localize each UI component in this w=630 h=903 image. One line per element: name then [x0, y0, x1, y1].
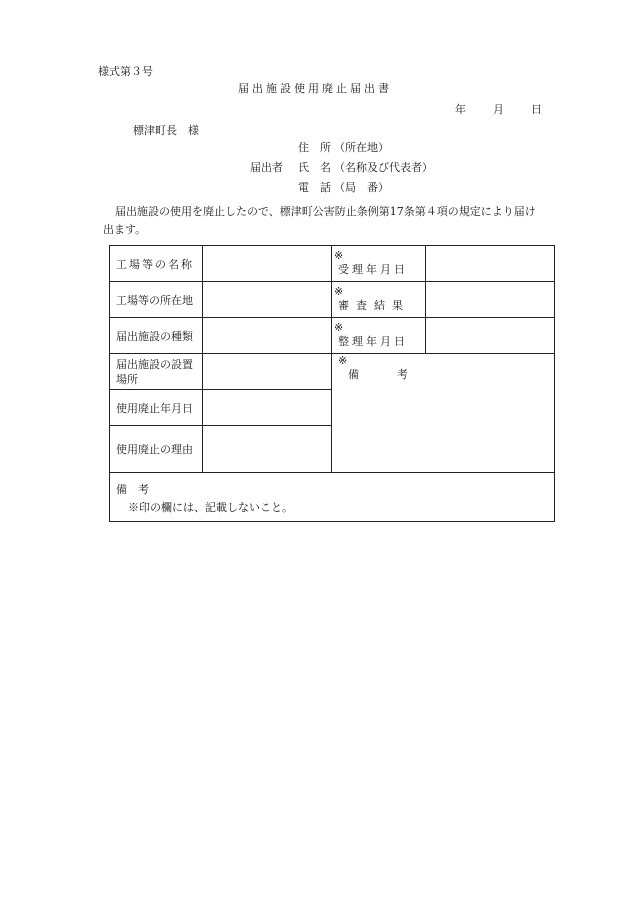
- remarks-note: ※印の欄には、記載しないこと。: [128, 501, 293, 514]
- body-line-2: 出ます。: [103, 223, 147, 236]
- date-line: [455, 103, 542, 117]
- factory-location-field[interactable]: [203, 282, 332, 318]
- table-row: [110, 282, 555, 318]
- facility-type-field[interactable]: [203, 318, 332, 354]
- process-date-field: [426, 318, 555, 354]
- reserved-mark: ※: [334, 320, 344, 334]
- review-result-field: [426, 282, 555, 318]
- applicant-address-note: （所在地）: [334, 141, 389, 154]
- receipt-date-label: ※ 受理年月日: [332, 246, 426, 282]
- applicant-phone-label: 電 話: [298, 181, 331, 194]
- table-row: [110, 318, 555, 354]
- table-row: [110, 354, 555, 390]
- reserved-mark: ※: [338, 354, 348, 367]
- applicant-name-label: 氏 名: [298, 161, 331, 174]
- remarks-label: 備 考: [116, 483, 149, 496]
- table-row: [110, 473, 555, 522]
- review-result-label: ※ 審査結果: [332, 282, 426, 318]
- factory-name-field[interactable]: [203, 246, 332, 282]
- stop-date-label: 使用廃止年月日: [110, 390, 203, 426]
- facility-type-label: 届出施設の種類: [110, 318, 203, 354]
- date-day-label: 日: [531, 103, 542, 116]
- body-line-1: 届出施設の使用を廃止したので、標津町公害防止条例第17条第４項の規定により届け: [115, 205, 536, 218]
- addressee: 標津町長 様: [133, 124, 199, 137]
- form-number: 様式第３号: [98, 65, 153, 78]
- form-table: [109, 245, 555, 522]
- factory-location-label: 工場等の所在地: [110, 282, 203, 318]
- reserved-remarks-label: 備考: [348, 368, 446, 381]
- date-month-label: 月: [493, 103, 504, 116]
- remarks-cell: [110, 473, 555, 522]
- reserved-remarks-cell: [332, 354, 555, 473]
- stop-date-field[interactable]: [203, 390, 332, 426]
- stop-reason-field[interactable]: [203, 426, 332, 473]
- applicant-address-label: 住 所: [298, 141, 331, 154]
- applicant-phone-note: （局 番）: [334, 181, 389, 194]
- facility-place-label: 届出施設の設置場所: [110, 354, 203, 390]
- form-title: 届出施設使用廃止届出書: [238, 82, 392, 95]
- facility-place-field[interactable]: [203, 354, 332, 390]
- body-text: [103, 203, 563, 239]
- factory-name-label: 工場等の名称: [110, 246, 203, 282]
- process-date-label: ※ 整理年月日: [332, 318, 426, 354]
- table-row: [110, 246, 555, 282]
- reserved-mark: ※: [334, 248, 344, 262]
- receipt-date-field: [426, 246, 555, 282]
- applicant-name-note: （名称及び代表者）: [334, 161, 433, 174]
- date-year-label: 年: [455, 103, 466, 116]
- reserved-mark: ※: [334, 284, 344, 298]
- stop-reason-label: 使用廃止の理由: [110, 426, 203, 473]
